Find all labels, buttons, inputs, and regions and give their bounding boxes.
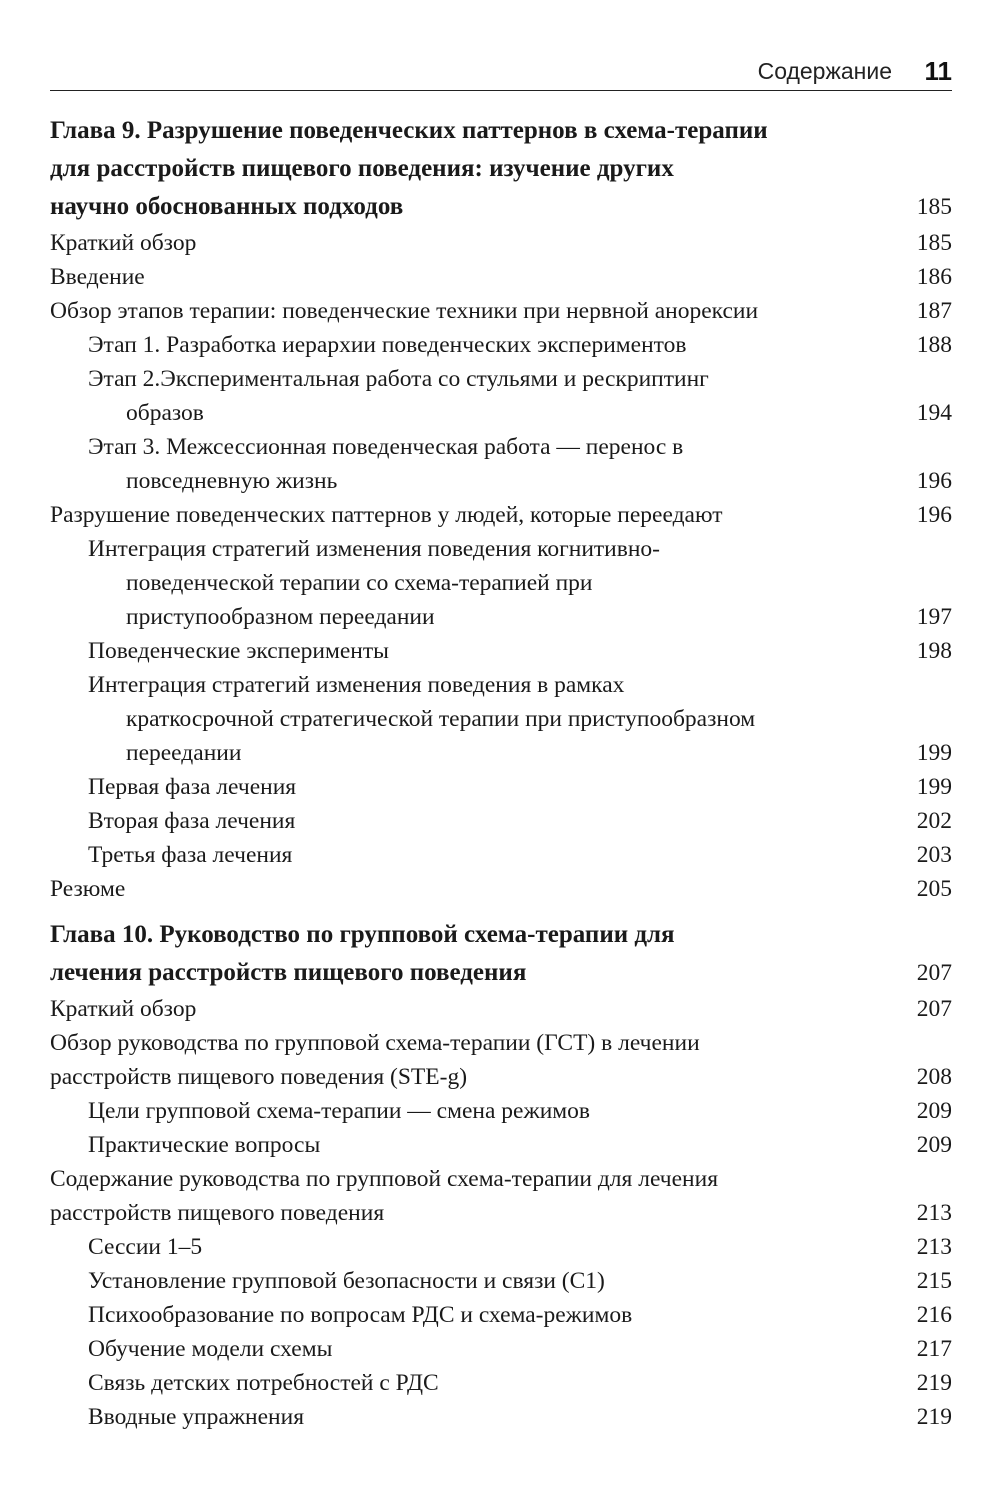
toc-subentry [50,532,952,634]
toc-entry-text: научно обоснованных подходов [50,193,404,220]
toc-subentry [50,328,952,362]
toc-entry-text: Введение [50,264,145,290]
toc-entry-text: лечения расстройств пищевого поведения [50,959,527,986]
toc-page-number: 216 [916,1302,952,1328]
toc-page-number: 196 [916,502,952,528]
toc-entry-text: Связь детских потребностей с РДС [88,1370,439,1396]
toc-entry-text: Установление групповой безопасности и связи (С1) [88,1268,605,1294]
toc-entry-text: Интеграция стратегий изменения поведения в рамках [88,672,625,698]
toc-chapter-heading [50,112,952,226]
toc-subentry [50,668,952,770]
toc-page-number: 199 [916,740,952,766]
toc-entry [50,226,952,260]
toc-entry-text: Этап 1. Разработка иерархии поведенческих экспериментов [88,332,687,358]
toc-subentry [50,838,952,872]
toc-page-number: 196 [916,468,952,494]
toc-entry [50,1162,952,1230]
toc-entry [50,294,952,328]
toc-entry-text: Первая фаза лечения [88,774,297,800]
toc-entry-text: Третья фаза лечения [88,842,293,868]
toc-page-number: 203 [916,842,952,868]
chapter-spacer [50,906,952,916]
toc-entry-text: расстройств пищевого поведения [50,1200,385,1226]
toc-subentry [50,1230,952,1264]
toc-page-number: 185 [916,230,952,256]
toc-page-number: 188 [916,332,952,358]
toc-entry-text: Сессии 1–5 [88,1234,203,1260]
running-header [50,56,952,91]
toc-entry-text: Содержание руководства по групповой схема-терапии для лечения [50,1166,719,1192]
toc-page-number: 209 [916,1098,952,1124]
toc-entry-text: Разрушение поведенческих паттернов у людей, которые переедают [50,502,723,528]
toc-subentry [50,1298,952,1332]
toc-entry-text: Обзор этапов терапии: поведенческие техники при нервной анорексии [50,298,759,324]
toc-page-number: 213 [916,1234,952,1260]
toc-subentry [50,634,952,668]
toc-subentry [50,804,952,838]
toc-entry-text: краткосрочной стратегической терапии при приступообразном [126,706,756,732]
toc-entry [50,498,952,532]
toc-page-number: 198 [916,638,952,664]
toc-subentry [50,362,952,430]
toc-entry-text: Цели групповой схема-терапии — смена режимов [88,1098,591,1124]
toc-subentry [50,1128,952,1162]
header-page-number: 11 [924,56,952,86]
toc-entry-text: Практические вопросы [88,1132,321,1158]
toc-entry-text: переедании [126,740,242,766]
toc-page-number: 202 [916,808,952,834]
toc-page-number: 186 [916,264,952,290]
toc-entry-text: Глава 10. Руководство по групповой схема-терапии для [50,921,675,948]
toc-page-number: 187 [916,298,952,324]
toc-entry-text: Вводные упражнения [88,1404,305,1430]
toc-page-number: 205 [916,876,952,902]
toc-chapter-heading [50,916,952,992]
toc-entry-text: повседневную жизнь [126,468,338,494]
toc-page-number: 194 [916,400,952,426]
header-section-title: Содержание [757,58,892,84]
toc-entry [50,992,952,1026]
toc-subentry [50,1094,952,1128]
toc-entry-text: Глава 9. Разрушение поведенческих паттернов в схема-терапии [50,117,768,144]
toc-entry-text: Обзор руководства по групповой схема-терапии (ГСТ) в лечении [50,1030,700,1056]
toc-page-number: 219 [916,1370,952,1396]
toc-entry-text: Этап 3. Межсессионная поведенческая работа — перенос в [88,434,684,460]
toc-subentry [50,1366,952,1400]
toc-page-number: 209 [916,1132,952,1158]
toc-page-number: 208 [916,1064,952,1090]
toc-subentry [50,1332,952,1366]
toc-entry [50,260,952,294]
toc-entry-text: Краткий обзор [50,996,197,1022]
toc-subentry [50,1264,952,1298]
toc-subentry [50,430,952,498]
toc-entry-text: для расстройств пищевого поведения: изучение других [50,155,674,182]
table-of-contents [50,112,952,1434]
toc-entry-text: Поведенческие эксперименты [88,638,389,664]
toc-subentry [50,770,952,804]
toc-entry-text: Краткий обзор [50,230,197,256]
toc-page-number: 217 [916,1336,952,1362]
toc-page-number: 197 [916,604,952,630]
toc-entry [50,1026,952,1094]
toc-page-number: 213 [916,1200,952,1226]
toc-entry-text: расстройств пищевого поведения (STE-g) [50,1064,468,1090]
toc-entry-text: Резюме [50,876,126,902]
toc-page-number: 185 [916,194,952,220]
toc-entry [50,872,952,906]
toc-entry-text: поведенческой терапии со схема-терапией при [126,570,593,596]
toc-entry-text: Психообразование по вопросам РДС и схема-режимов [88,1302,633,1328]
toc-page-number: 207 [916,996,952,1022]
toc-page-number: 199 [916,774,952,800]
toc-page-number: 219 [916,1404,952,1430]
toc-entry-text: Этап 2.Экспериментальная работа со стульями и рескриптинг [88,366,709,392]
toc-entry-text: Вторая фаза лечения [88,808,296,834]
toc-entry-text: Интеграция стратегий изменения поведения когнитивно- [88,536,660,562]
toc-entry-text: Обучение модели схемы [88,1336,333,1362]
toc-entry-text: образов [126,400,204,426]
toc-subentry [50,1400,952,1434]
toc-page-number: 215 [916,1268,952,1294]
toc-page-number: 207 [916,960,952,986]
toc-entry-text: приступообразном переедании [126,604,435,630]
